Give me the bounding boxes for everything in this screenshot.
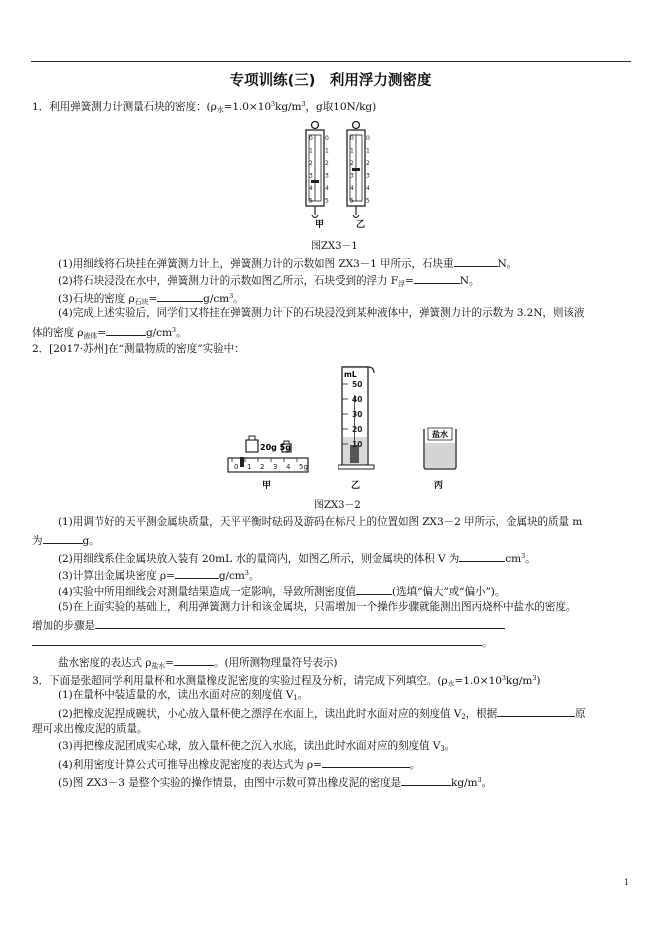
cylinder-tick-label: 20 [352, 425, 363, 434]
scale-tick-label-b-right: 3 [366, 172, 370, 180]
scale-tick-label-b: 4 [350, 185, 354, 192]
rider [240, 457, 244, 467]
scale-tick-label-b-right: 5 [366, 197, 370, 205]
ruler-tick-label: 3 [273, 463, 278, 471]
ruler-tick-label: 1 [247, 463, 252, 471]
scale-tick-label-b: 0 [350, 135, 354, 142]
cylinder-tick-label: 10 [352, 440, 363, 449]
cylinder-tick-label: 30 [352, 410, 363, 419]
fig1-caption: 图ZX3－1 [311, 241, 358, 252]
page-title: 专项训练(三) 利用浮力测密度 [229, 73, 432, 89]
scale-tick-label-a: 0 [309, 135, 313, 142]
q1-part4-cont: 体的密度 $\rho_{液体}= g/cm^3$。 [32, 326, 187, 340]
scale-tick-label-a: 2 [309, 160, 313, 167]
q2-part5: (5)在上面实验的基础上，利用弹簧测力计和该金属块，只需增加一个操作步骤就能测出图丙烧杯中盐水的密度。 [58, 601, 577, 613]
scale-tick-label-b-right: 4 [366, 185, 370, 192]
q2-part3: (3)计算出金属块密度 $\rho= g/cm^3$。 [58, 569, 260, 582]
q2-part4: (4)实验中所用细线会对测量结果造成一定影响，导致所测密度值 (选填“偏大”或“偏小”)。 [58, 583, 505, 599]
header-rule [31, 61, 631, 62]
q1-part1: (1)用细线将石块挂在弹簧测力计上，弹簧测力计的示数如图 ZX3－1 甲所示，石块重 N。 [58, 255, 517, 271]
cylinder-tick-label: 40 [352, 395, 363, 404]
fig1-label-b: 乙 [356, 220, 366, 230]
ruler-tick-label: 5g [299, 463, 308, 471]
q3-part1: (1)在量杯中装适量的水，读出水面对应的刻度值 $V_1$。 [58, 689, 309, 702]
scale-tick-label-b-right: 1 [366, 147, 370, 155]
q3-stem: 3．下面是张超同学利用量杯和水测量橡皮泥密度的实验过程及分析，请完成下列填空。$(\rho_水=1.0\times 10^3kg/m^3)$ [32, 674, 541, 688]
ruler-tick-label: 4 [286, 463, 291, 471]
scale-tick-label-b: 5 [350, 197, 354, 205]
fig1-label-a: 甲 [315, 220, 325, 230]
cylinder-tick-label: 50 [352, 380, 363, 389]
q2-part6: 盐水密度的表达式 $\rho_{盐水}=$ 。(用所测物理量符号表示) [58, 654, 337, 673]
beaker [420, 425, 460, 471]
beaker-label: 盐水 [432, 430, 448, 439]
scale-tick-label-a: 4 [309, 185, 313, 192]
spring-scale-figure [296, 120, 376, 232]
fig2-label-c: 丙 [434, 481, 444, 491]
q3-part4: (4)利用密度计算公式可推导出橡皮泥密度的表达式为 ρ= 。 [58, 756, 420, 772]
fig2-label-a: 甲 [262, 481, 272, 491]
q1-part3: (3)石块的密度 $\rho_{石块}= g/cm^3$。 [58, 292, 244, 306]
scale-tick-label-a-right: 5 [325, 197, 329, 205]
page-number: 1 [624, 878, 630, 887]
q2-part5-cont2: 。 [32, 634, 493, 650]
q2-stem: 2．[2017·苏州]在“测量物质的密度”实验中： [32, 343, 245, 355]
scale-tick-label-a-right: 4 [325, 185, 329, 192]
weights-label: 20g 5g [260, 443, 291, 452]
ruler-tick-label: 0 [234, 463, 239, 471]
scale-tick-label-a: 3 [309, 172, 313, 180]
q2-part1: (1)用调节好的天平测金属块质量，天平平衡时砝码及游码在标尺上的位置如图 ZX3－2 甲所示，金属块的质量 m [58, 516, 583, 528]
weight-20g [246, 440, 258, 452]
q1-part4: (4)完成上述实验后，同学们又将挂在弹簧测力计下的石块浸没到某种液体中，弹簧测力计的示数为 3.2N，则该液 [58, 307, 585, 319]
q2-part1-cont: 为 g。 [32, 532, 100, 548]
q3-part2: (2)把橡皮泥捏成碗状，小心放入量杯使之漂浮在水面上，读出此时水面对应的刻度值 $V_2$，根据 原 [58, 705, 586, 724]
ruler-tick-label: 2 [260, 463, 265, 471]
saltwater [425, 443, 455, 468]
scale-tick-label-a-right: 3 [325, 172, 329, 180]
scale-tick-label-b: 1 [350, 147, 354, 155]
scale-tick-label-a-right: 0 [325, 135, 329, 142]
fig2-label-b: 乙 [351, 481, 361, 491]
scale-tick-label-b-right: 0 [366, 135, 370, 142]
scale-tick-label-b: 3 [350, 172, 354, 180]
scale-tick-label-b: 2 [350, 160, 354, 167]
scale-tick-label-a: 5 [309, 197, 313, 205]
q2-part5-cont: 增加的步骤是 [32, 617, 505, 633]
scale-tick-label-a-right: 1 [325, 147, 329, 155]
q1-part2: (2)将石块浸没在水中，弹簧测力计的示数如图乙所示，石块受到的浮力 $F_浮= N$。 [58, 272, 479, 291]
scale-tick-label-a-right: 2 [325, 160, 329, 167]
balance-ruler-figure [226, 432, 310, 476]
q2-part2: (2)用细线系住金属块放入装有 20mL 水的量筒内，如图乙所示，则金属块的体积 V 为 $cm^3$。 [58, 552, 536, 565]
q3-part3: (3)再把橡皮泥团成实心球，放入量杯使之沉入水底，读出此时水面对应的刻度值 $V_3$。 [58, 740, 456, 753]
scale-tick-label-a: 1 [309, 147, 313, 155]
q3-part2-cont: 理可求出橡皮泥的质量。 [32, 723, 148, 735]
scale-tick-label-b-right: 2 [366, 160, 370, 167]
q3-part5: (5)图 ZX3－3 是整个实验的操作情景，由图中示数可算出橡皮泥的密度是 $kg/m^3$。 [58, 776, 493, 789]
q1-stem: 1．利用弹簧测力计测量石块的密度：($\rho_水=1.0\times 10^3kg/m^3$，g取10N/kg) [32, 100, 377, 114]
cylinder-unit: mL [344, 370, 357, 379]
fig2-caption: 图ZX3－2 [314, 500, 361, 511]
graduated-cylinder [338, 365, 378, 471]
